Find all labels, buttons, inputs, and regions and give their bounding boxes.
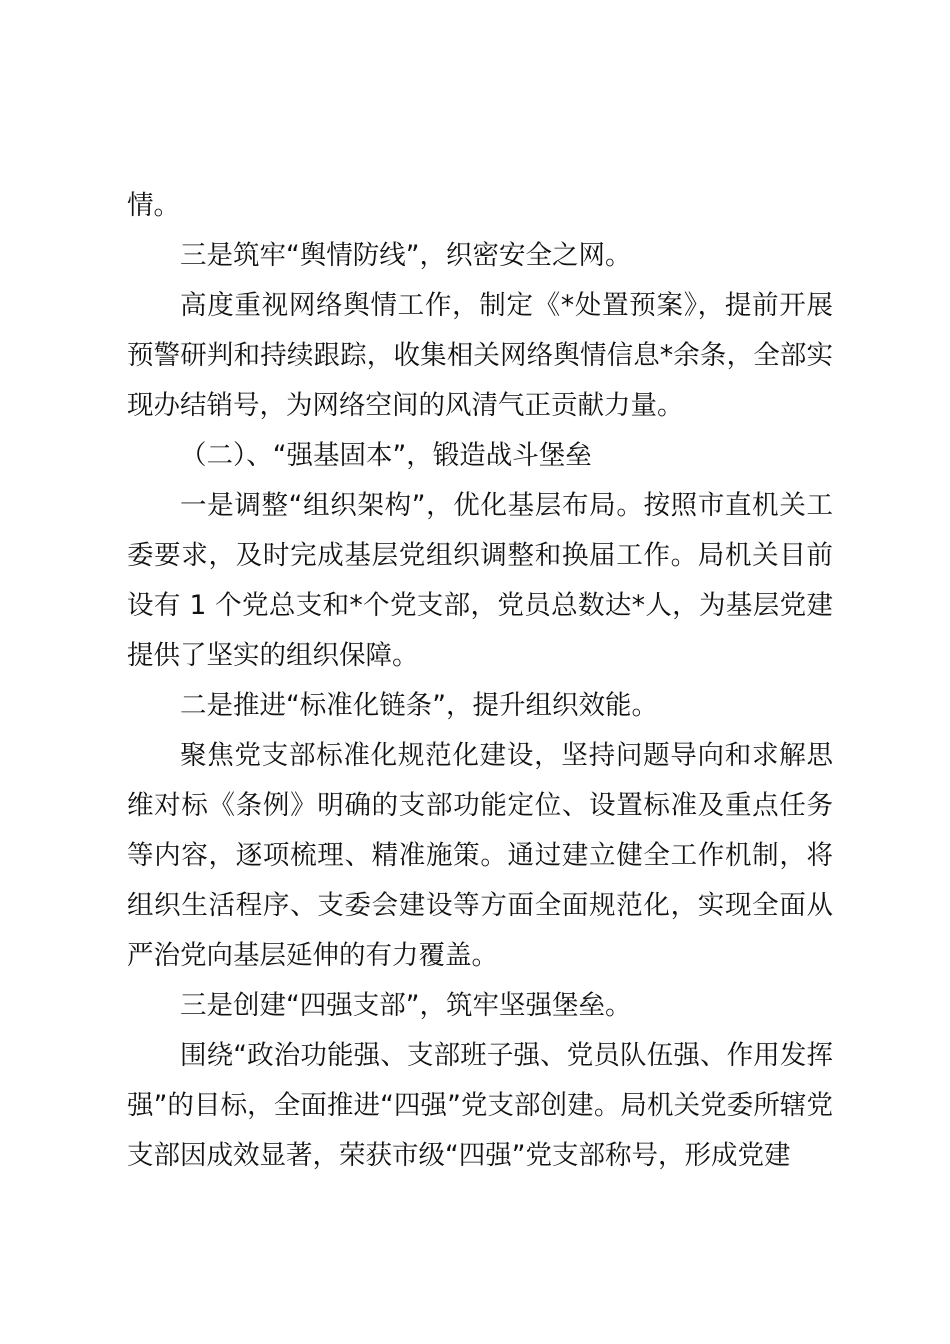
- paragraph-standardization: 聚焦党支部标准化规范化建设，坚持问题导向和求解思维对标《条例》明确的支部功能定位、设置标准及重点任务等内容，逐项梳理、精准施策。通过建立健全工作机制，将组织生活程序、支委会建设等方面全面规范化，实现全面从严治党向基层延伸的有力覆盖。: [127, 740, 833, 971]
- paragraph-public-opinion: 高度重视网络舆情工作，制定《*处置预案》，提前开展预警研判和持续跟踪，收集相关网络舆情信息*余条，全部实现办结销号，为网络空间的风清气正贡献力量。: [127, 290, 833, 421]
- paragraph-point-three-branch-title: 三是创建“四强支部”，筑牢坚强堡垒。: [180, 990, 632, 1021]
- paragraph-point-three-title: 三是筑牢“舆情防线”，织密安全之网。: [180, 240, 632, 271]
- paragraph-four-strong-branch: 围绕“政治功能强、支部班子强、党员队伍强、作用发挥强”的目标，全面推进“四强”党支部创建。局机关党委所辖党支部因成效显著，荣获市级“四强”党支部称号，形成党建: [127, 1040, 833, 1171]
- paragraph-continuation: 情。: [127, 190, 180, 221]
- paragraph-organization-structure: 一是调整“组织架构”，优化基层布局。按照市直机关工委要求，及时完成基层党组织调整和换届工作。局机关目前设有 1 个党总支和*个党支部，党员总数达*人，为基层党建提供了坚实的组织保障。: [127, 490, 833, 671]
- document-body: [127, 181, 833, 1181]
- paragraph-point-two-title: 二是推进“标准化链条”，提升组织效能。: [180, 690, 658, 721]
- section-heading-two: （二）、“强基固本”，锻造战斗堡垒: [180, 440, 592, 471]
